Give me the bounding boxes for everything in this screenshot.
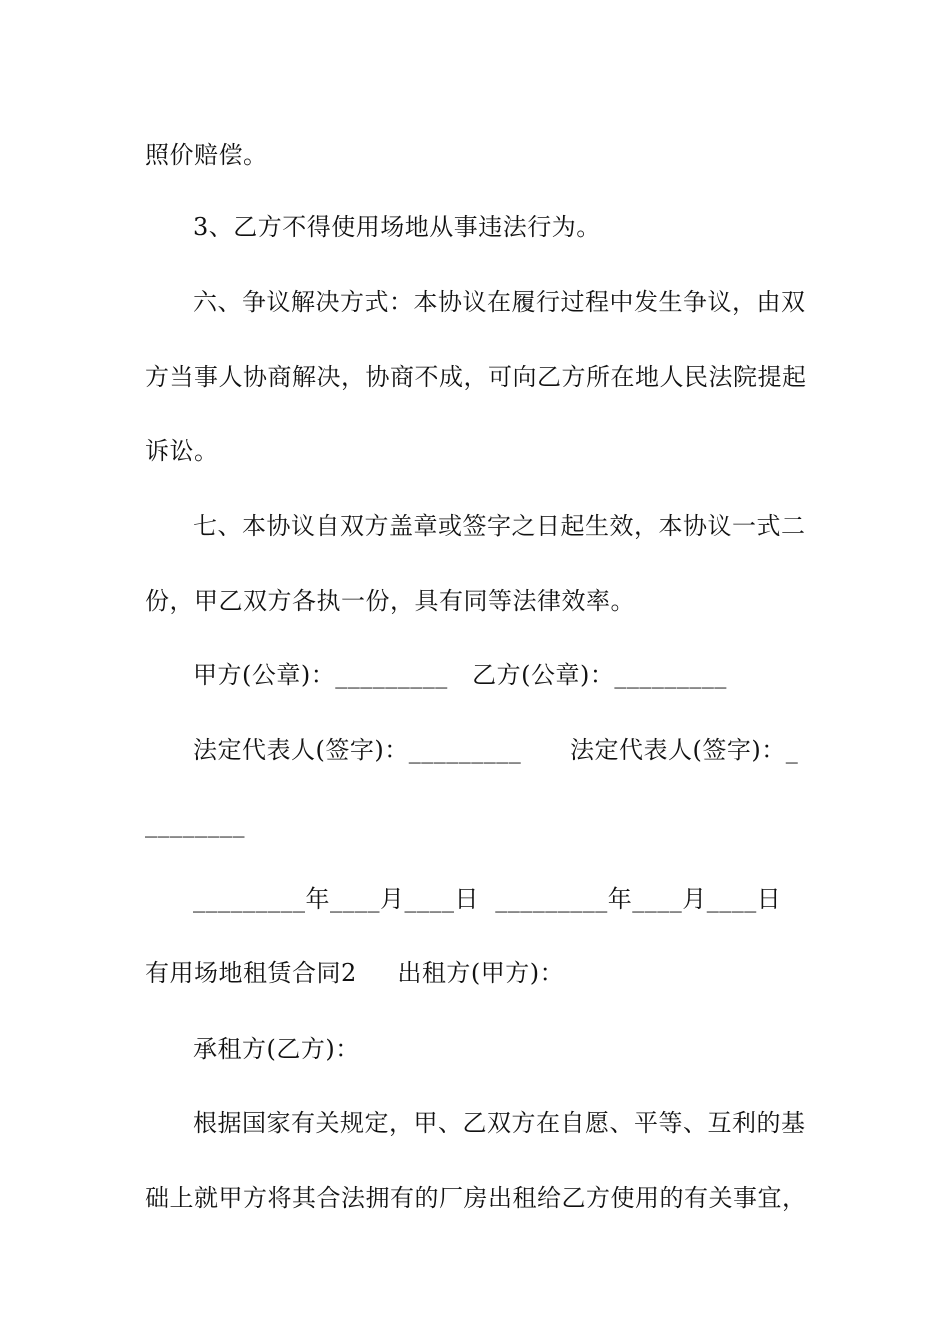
text-line-14: 根据国家有关规定，甲、乙双方在自愿、平等、互利的基 bbox=[193, 1109, 806, 1137]
signature-line-continuation: ________ bbox=[145, 810, 245, 838]
signature-line-representative: 法定代表人(签字)：_________ 法定代表人(签字)：_ bbox=[193, 736, 799, 764]
text-line-6: 七、本协议自双方盖章或签字之日起生效，本协议一式二 bbox=[193, 512, 806, 540]
text-line-3: 六、争议解决方式：本协议在履行过程中发生争议，由双 bbox=[193, 288, 806, 316]
signature-line-seal: 甲方(公章)：_________ 乙方(公章)：_________ bbox=[193, 661, 727, 689]
text-line-5: 诉讼。 bbox=[145, 437, 219, 465]
text-line-7: 份，甲乙双方各执一份，具有同等法律效率。 bbox=[145, 587, 635, 615]
date-line: _________年____月____日 _________年____月____日 bbox=[193, 885, 782, 913]
contract-title-line: 有用场地租赁合同2 出租方(甲方)： bbox=[145, 959, 565, 987]
text-line-1: 照价赔偿。 bbox=[145, 141, 268, 169]
lessee-line: 承租方(乙方)： bbox=[193, 1035, 360, 1063]
text-line-4: 方当事人协商解决，协商不成，可向乙方所在地人民法院提起 bbox=[145, 363, 807, 391]
text-line-15: 础上就甲方将其合法拥有的厂房出租给乙方使用的有关事宜， bbox=[145, 1184, 807, 1212]
text-line-2: 3、乙方不得使用场地从事违法行为。 bbox=[193, 213, 601, 241]
